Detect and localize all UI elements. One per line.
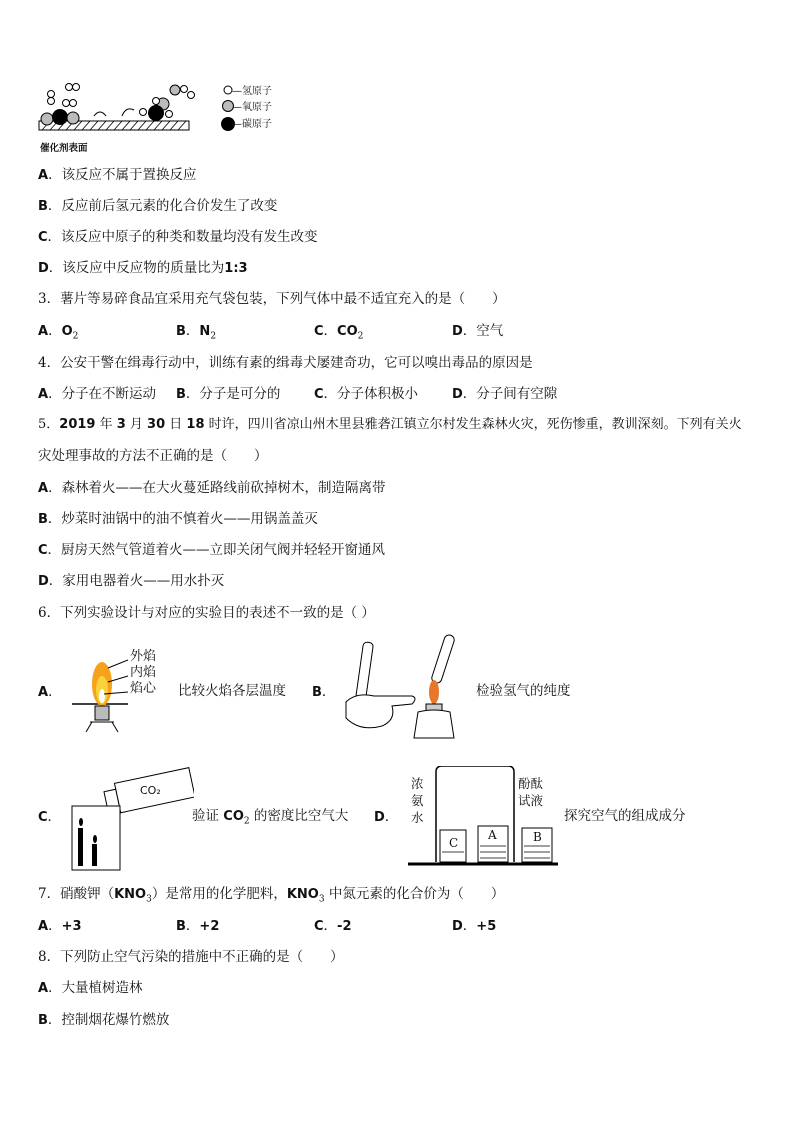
q4-option-d[interactable]: D．分子间有空隙 — [452, 386, 558, 402]
q6-option-d-letter[interactable]: D． — [374, 809, 399, 825]
q2-option-c[interactable]: C．该反应中原子的种类和数量均没有发生改变 — [38, 229, 318, 245]
ammonia-label: 浓 氨 水 — [411, 776, 424, 825]
q6-option-a-letter[interactable]: A． — [38, 684, 62, 700]
q3-option-d[interactable]: D．空气 — [452, 323, 504, 339]
q5-stem-line2: 灾处理事故的方法不正确的是（ ） — [38, 448, 268, 464]
q8-stem: 8．下列防止空气污染的措施中不正确的是（ ） — [38, 949, 344, 965]
q4-option-b[interactable]: B．分子是可分的 — [176, 386, 281, 402]
flame-labels — [130, 649, 156, 697]
q6-stem: 6．下列实验设计与对应的实验目的表述不一致的是（ ） — [38, 605, 375, 621]
catalyst-surface-label: 催化剂表面 — [40, 143, 88, 154]
beaker-b-label: B — [533, 830, 542, 844]
q7-stem: 7．硝酸钾$(KNO_3)$是常用的化学肥料，$KNO_3$ 中氮元素的化合价为（ ） — [38, 886, 505, 905]
beaker-c-label: C — [449, 836, 459, 850]
legend — [232, 84, 272, 132]
q2-option-a[interactable]: A．该反应不属于置换反应 — [38, 167, 197, 183]
phenolphthalein-label: 酚酞 试液 — [518, 776, 544, 808]
q6-option-b-text: 检验氢气的纯度 — [476, 683, 571, 699]
q8-option-b[interactable]: B．控制烟花爆竹燃放 — [38, 1012, 170, 1028]
q2-option-d[interactable]: D．该反应中反应物的质量比为1:3 — [38, 260, 248, 276]
q4-option-c[interactable]: C．分子体积极小 — [314, 386, 419, 402]
q6-option-c-text: 验证 $CO_2$ 的密度比空气大 — [192, 808, 349, 827]
inner-flame-label: 内焰 — [130, 665, 157, 680]
beaker-a-label: A — [488, 828, 497, 842]
q7-option-c[interactable]: C．-2 — [314, 918, 352, 934]
q6-option-a-text: 比较火焰各层温度 — [178, 683, 286, 699]
q3-option-c[interactable]: C．$CO_2$ — [314, 323, 364, 342]
co2-pour-diagram — [70, 766, 194, 874]
q4-stem: 4．公安干警在缉毒行动中，训练有素的缉毒犬屡建奇功，它可以嗅出毒品的原因是 — [38, 355, 533, 371]
q6-option-b-letter[interactable]: B． — [312, 684, 336, 700]
q2-option-b[interactable]: B．反应前后氢元素的化合价发生了改变 — [38, 198, 278, 214]
legend-carbon: —碳原子 — [232, 119, 272, 130]
q6-option-c-letter[interactable]: C． — [38, 809, 62, 825]
outer-flame-label: 外焰 — [130, 649, 157, 664]
q8-option-a[interactable]: A．大量植树造林 — [38, 980, 143, 996]
q5-option-a[interactable]: A．森林着火——在大火蔓延路线前砍掉树木，制造隔离带 — [38, 480, 386, 496]
legend-oxygen: —氧原子 — [232, 102, 272, 113]
q5-stem-line1: 5．2019 年 3 月 30 日 18 时许，四川省凉山州木里县雅砻江镇立尔村发生森林火灾，死伤惨重，教训深刻。下列有关火 — [38, 417, 742, 432]
q3-option-a[interactable]: A．$O_2$ — [38, 323, 79, 342]
flame-core-label: 焰心 — [130, 681, 157, 696]
q4-option-a[interactable]: A．分子在不断运动 — [38, 386, 157, 402]
q7-option-d[interactable]: D．+5 — [452, 918, 497, 934]
q5-option-c[interactable]: C．厨房天然气管道着火——立即关闭气阀并轻轻开窗通风 — [38, 542, 386, 558]
co2-bottle-label: CO₂ — [140, 784, 161, 797]
hydrogen-test-diagram — [342, 632, 462, 746]
legend-hydrogen: —氢原子 — [232, 86, 272, 97]
q5-option-d[interactable]: D．家用电器着火——用水扑灭 — [38, 573, 225, 589]
q5-option-b[interactable]: B．炒菜时油锅中的油不慎着火——用锅盖盖灭 — [38, 511, 318, 527]
q7-option-a[interactable]: A．+3 — [38, 918, 82, 934]
q7-option-b[interactable]: B．+2 — [176, 918, 220, 934]
q6-option-d-text: 探究空气的组成成分 — [564, 808, 686, 824]
q3-option-b[interactable]: B．$N_2$ — [176, 323, 217, 342]
q3-stem: 3．薯片等易碎食品宜采用充气袋包装，下列气体中最不适宜充入的是（ ） — [38, 291, 506, 307]
